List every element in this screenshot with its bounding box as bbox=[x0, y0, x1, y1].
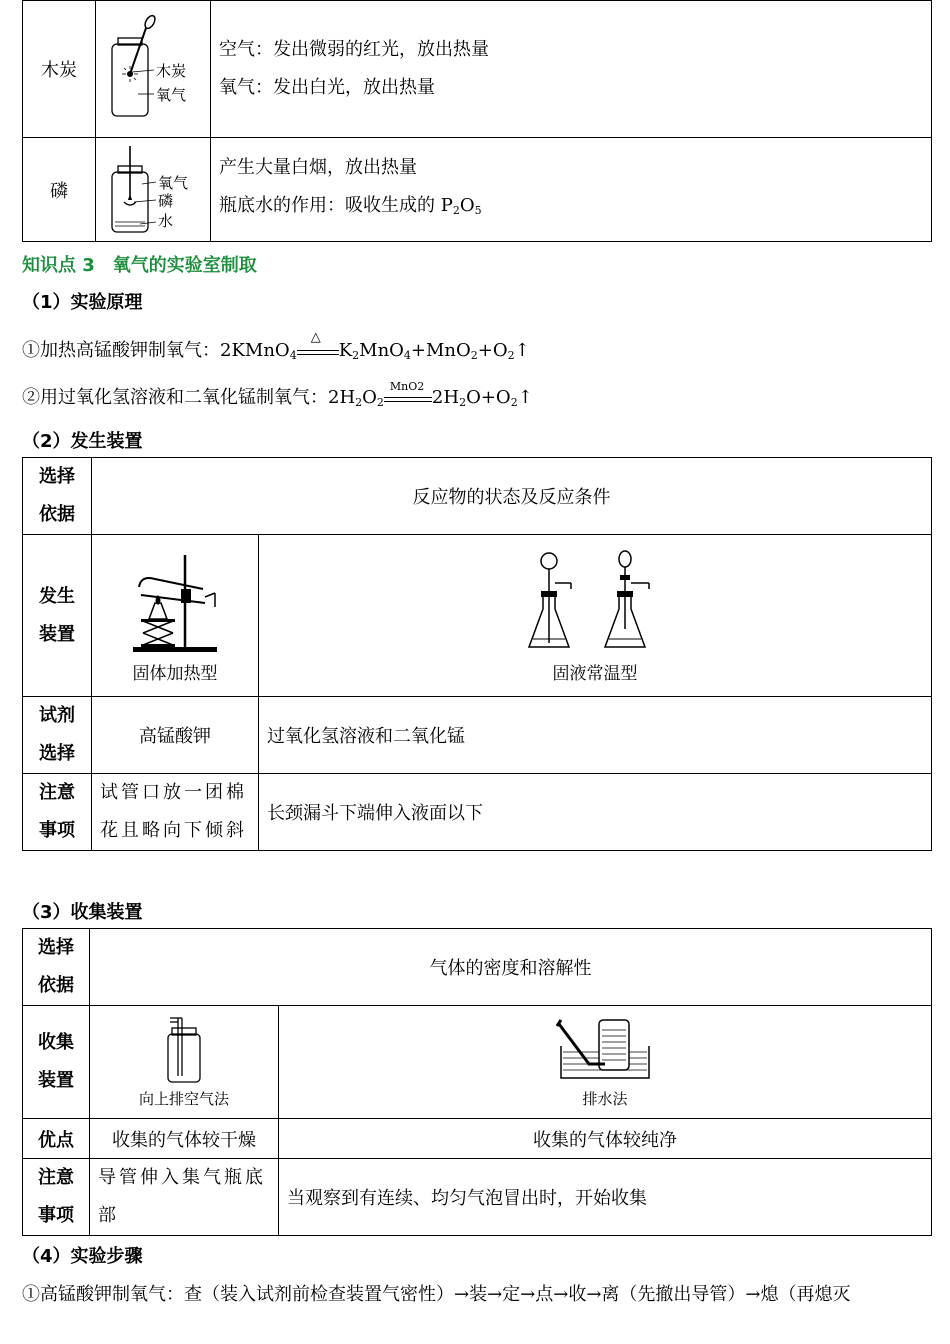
collection-table bbox=[22, 928, 932, 1236]
substance-name: 磷 bbox=[50, 180, 68, 202]
solid-liquid-cell bbox=[259, 535, 932, 697]
section-heading: 知识点 3 氧气的实验室制取 bbox=[22, 255, 257, 276]
criteria-value: 气体的密度和溶解性 bbox=[90, 929, 932, 1006]
solid-heating-cell bbox=[92, 535, 259, 697]
generation-title: （2）发生装置 bbox=[22, 431, 143, 452]
oxygen-label: 氧气 bbox=[156, 86, 187, 104]
phosphorus-jar-figure bbox=[98, 142, 208, 238]
phosphorus-figure-cell bbox=[96, 138, 211, 242]
advantage-water: 收集的气体较纯净 bbox=[279, 1119, 932, 1159]
notes-solid: 试管口放一团棉 花且略向下倾斜 bbox=[92, 774, 259, 851]
solid-liquid-caption: 固液常温型 bbox=[552, 664, 638, 684]
steps-line: ①高锰酸钾制氧气：查（装入试剂前检查装置气密性）→装→定→点→收→离（先撤出导管）→熄（再熄灭 bbox=[22, 1284, 851, 1305]
apparatus-label: 收集 装置 bbox=[23, 1006, 90, 1119]
reagent-liquid: 过氧化氢溶液和二氧化锰 bbox=[259, 697, 932, 774]
oxygen-label: 氧气 bbox=[158, 173, 189, 192]
apparatus-label: 发生 装置 bbox=[23, 535, 92, 697]
criteria-value: 反应物的状态及反应条件 bbox=[92, 458, 932, 535]
observation-air: 空气：发出微弱的红光，放出热量 bbox=[219, 39, 489, 60]
gas-jar-upward-figure bbox=[154, 1016, 214, 1084]
generation-table bbox=[22, 457, 932, 851]
reagent-label: 试剂 选择 bbox=[23, 697, 92, 774]
notes-label: 注意 事项 bbox=[23, 774, 92, 851]
collection-title: （3）收集装置 bbox=[22, 902, 143, 923]
solid-heating-caption: 固体加热型 bbox=[132, 664, 218, 684]
charcoal-label: 木炭 bbox=[156, 62, 187, 80]
upward-air-cell bbox=[90, 1006, 279, 1119]
water-displacement-cell bbox=[279, 1006, 932, 1119]
solid-heating-apparatus-figure bbox=[125, 547, 225, 657]
phosphorus-observations bbox=[211, 138, 932, 242]
advantage-label: 优点 bbox=[23, 1119, 90, 1159]
substance-name: 木炭 bbox=[41, 60, 77, 81]
upward-air-caption: 向上排空气法 bbox=[138, 1089, 229, 1108]
reagent-solid: 高锰酸钾 bbox=[92, 697, 259, 774]
combustion-table bbox=[22, 0, 932, 242]
observation-oxygen: 氧气：发出白光，放出热量 bbox=[219, 77, 435, 98]
charcoal-figure-cell bbox=[96, 1, 211, 138]
criteria-label: 选择 依据 bbox=[23, 458, 92, 535]
observation-water-role: 瓶底水的作用：吸收生成的 $P_2O_5$ bbox=[219, 195, 482, 217]
phosphorus-label: 磷 bbox=[158, 191, 174, 210]
charcoal-jar-figure bbox=[98, 14, 208, 124]
substance-cell bbox=[23, 138, 96, 242]
charcoal-observations bbox=[211, 1, 932, 138]
water-label: 水 bbox=[158, 211, 174, 230]
steps-title: （4）实验步骤 bbox=[22, 1246, 143, 1267]
observation-smoke: 产生大量白烟，放出热量 bbox=[219, 157, 417, 178]
water-displacement-figure bbox=[555, 1016, 655, 1082]
notes-air: 导管伸入集气瓶底 部 bbox=[90, 1159, 279, 1236]
notes-label: 注意 事项 bbox=[23, 1159, 90, 1236]
catalyst-condition-equals: MnO2 bbox=[384, 389, 432, 407]
substance-cell bbox=[23, 1, 96, 138]
equation-kmno4: ①加热高锰酸钾制氧气：2KMnO$_4$ △ $K_2MnO_4+MnO_2+O_2↑$ bbox=[22, 330, 530, 362]
solid-liquid-apparatus-figure bbox=[525, 547, 665, 657]
equation-h2o2: ②用过氧化氢溶液和二氧化锰制氧气：$2H_2O_2$ MnO2 $2H_2O+O_2↑$ bbox=[22, 380, 533, 409]
notes-water: 当观察到有连续、均匀气泡冒出时，开始收集 bbox=[279, 1159, 932, 1236]
principle-title: （1）实验原理 bbox=[22, 292, 143, 313]
heat-condition-equals: △ bbox=[297, 342, 339, 360]
notes-liquid: 长颈漏斗下端伸入液面以下 bbox=[259, 774, 932, 851]
criteria-label: 选择 依据 bbox=[23, 929, 90, 1006]
advantage-air: 收集的气体较干燥 bbox=[90, 1119, 279, 1159]
water-displacement-caption: 排水法 bbox=[582, 1089, 628, 1108]
